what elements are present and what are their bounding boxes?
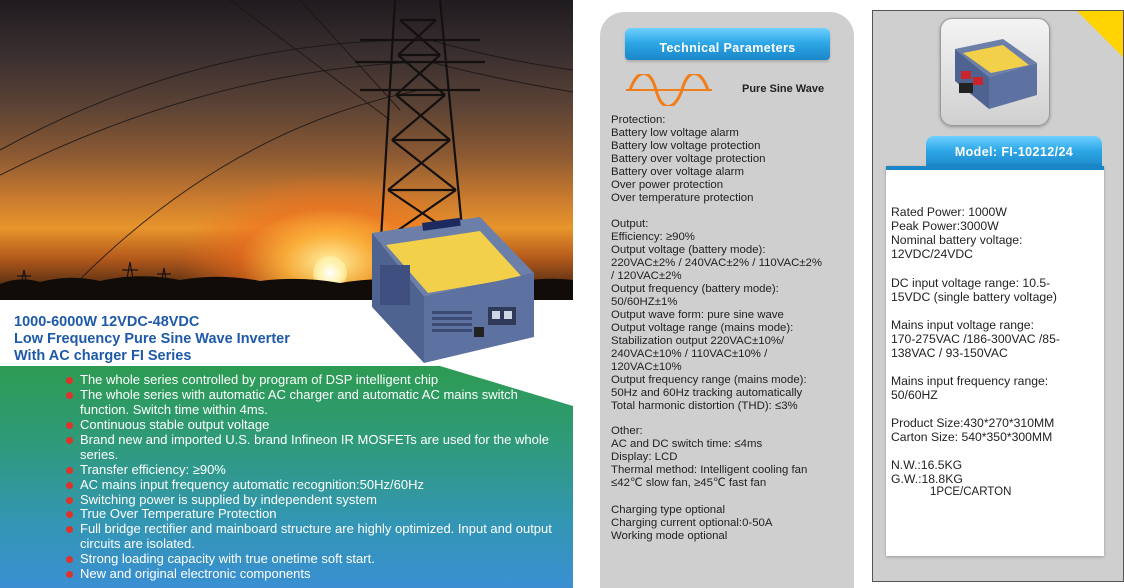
list-item bbox=[66, 388, 556, 418]
output-line: 120VAC±10% bbox=[611, 361, 682, 373]
feature-text: The whole series controlled by program of DSP intelligent chip bbox=[80, 372, 439, 387]
bullet-icon bbox=[66, 392, 73, 399]
spec-line: Mains input voltage range: bbox=[891, 318, 1034, 332]
list-item bbox=[66, 507, 556, 522]
other-line: Other: bbox=[611, 425, 643, 437]
feature-text: The whole series with automatic AC charger and automatic AC mains switch function. Switch time within 4ms. bbox=[80, 386, 518, 417]
inverter-thumbnail-image bbox=[941, 19, 1049, 125]
size-section bbox=[891, 416, 1054, 444]
output-line: 220VAC±2% / 240VAC±2% / 110VAC±2% bbox=[611, 257, 823, 269]
rated-power-section bbox=[891, 205, 1022, 261]
weight-section bbox=[891, 458, 963, 486]
spec-line: 50/60HZ bbox=[891, 388, 938, 402]
spec-line: Mains input frequency range: bbox=[891, 374, 1049, 388]
spec-line: 138VAC / 93-150VAC bbox=[891, 346, 1008, 360]
list-item bbox=[66, 522, 556, 552]
technical-parameters-tab: Technical Parameters bbox=[625, 28, 830, 60]
list-item bbox=[66, 418, 556, 433]
output-line: Output wave form: pure sine wave bbox=[611, 309, 784, 321]
optional-line: Charging current optional:0-50A bbox=[611, 517, 773, 529]
dc-input-section bbox=[891, 276, 1057, 304]
optional-line: Charging type optional bbox=[611, 504, 725, 516]
protection-line: Over temperature protection bbox=[611, 192, 754, 204]
feature-list bbox=[66, 373, 556, 582]
protection-line: Over power protection bbox=[611, 179, 724, 191]
feature-text: Transfer efficiency: ≥90% bbox=[80, 461, 226, 477]
output-line: 50Hz and 60Hz tracking automatically bbox=[611, 387, 803, 399]
output-line: Output frequency (battery mode): bbox=[611, 283, 779, 295]
output-line: Output voltage (battery mode): bbox=[611, 244, 766, 256]
feature-text: New and original electronic components bbox=[80, 566, 311, 582]
bullet-icon bbox=[66, 571, 73, 578]
list-item bbox=[66, 567, 556, 582]
protection-line: Battery over voltage protection bbox=[611, 153, 766, 165]
feature-text: Switching power is supplied by independent system bbox=[80, 491, 378, 507]
protection-line: Battery low voltage protection bbox=[611, 140, 761, 152]
pure-sine-wave-label: Pure Sine Wave bbox=[742, 83, 825, 95]
title-line-3: With AC charger FI Series bbox=[14, 348, 192, 364]
output-line: Efficiency: ≥90% bbox=[611, 231, 695, 243]
protection-line: Protection: bbox=[611, 114, 666, 126]
output-line: 50/60HZ±1% bbox=[611, 296, 678, 308]
other-line: ≤42℃ slow fan, ≥45℃ fast fan bbox=[611, 477, 767, 489]
list-item bbox=[66, 478, 556, 493]
spec-line: 12VDC/24VDC bbox=[891, 247, 973, 261]
spec-line: Rated Power: 1000W bbox=[891, 205, 1007, 219]
spec-line: G.W.:18.8KG bbox=[891, 472, 963, 486]
optional-line: Working mode optional bbox=[611, 530, 728, 542]
feature-text: Continuous stable output voltage bbox=[80, 416, 270, 432]
other-line: AC and DC switch time: ≤4ms bbox=[611, 438, 763, 450]
spec-line: 170-275VAC /186-300VAC /85- bbox=[891, 332, 1060, 346]
output-line: Output: bbox=[611, 218, 649, 230]
bullet-icon bbox=[66, 437, 73, 444]
other-section bbox=[611, 425, 846, 490]
model-tab: Model: FI-10212/24 bbox=[926, 136, 1102, 168]
product-title bbox=[14, 314, 290, 365]
spec-line: DC input voltage range: 10.5- bbox=[891, 276, 1051, 290]
list-item bbox=[66, 373, 556, 388]
bullet-icon bbox=[66, 377, 73, 384]
list-item bbox=[66, 433, 556, 463]
bullet-icon bbox=[66, 556, 73, 563]
feature-text: Brand new and imported U.S. brand Infineon IR MOSFETs are used for the whole series. bbox=[80, 431, 549, 462]
list-item bbox=[66, 552, 556, 567]
spec-line: Nominal battery voltage: bbox=[891, 233, 1023, 247]
list-item bbox=[66, 493, 556, 508]
inverter-product-image bbox=[362, 215, 542, 365]
mains-frequency-section bbox=[891, 374, 1048, 402]
output-line: Stabilization output 220VAC±10%/ bbox=[611, 335, 785, 347]
output-line: 240VAC±10% / 110VAC±10% / bbox=[611, 348, 768, 360]
bullet-icon bbox=[66, 497, 73, 504]
spec-line: Product Size:430*270*310MM bbox=[891, 416, 1055, 430]
output-section bbox=[611, 218, 846, 413]
other-line: Display: LCD bbox=[611, 451, 678, 463]
spec-line: Peak Power:3000W bbox=[891, 219, 999, 233]
spec-line: N.W.:16.5KG bbox=[891, 458, 963, 472]
spec-line: 15VDC (single battery voltage) bbox=[891, 290, 1057, 304]
list-item bbox=[66, 463, 556, 478]
optional-section bbox=[611, 504, 846, 543]
feature-text: Full bridge rectifier and mainboard structure are highly optimized. Input and output circuits are isolated. bbox=[80, 521, 552, 552]
sine-wave-icon bbox=[626, 74, 712, 106]
title-line-2: Low Frequency Pure Sine Wave Inverter bbox=[14, 331, 290, 347]
packing-label: 1PCE/CARTON bbox=[930, 486, 1012, 498]
protection-section bbox=[611, 114, 846, 205]
feature-text: AC mains input frequency automatic recognition:50Hz/60Hz bbox=[80, 476, 424, 492]
feature-text: Strong loading capacity with true onetime soft start. bbox=[80, 551, 375, 567]
mains-input-section bbox=[891, 318, 1060, 360]
protection-line: Battery over voltage alarm bbox=[611, 166, 744, 178]
bullet-icon bbox=[66, 526, 73, 533]
feature-text: True Over Temperature Protection bbox=[80, 506, 277, 522]
corner-accent bbox=[1077, 11, 1123, 57]
title-line-1: 1000-6000W 12VDC-48VDC bbox=[14, 314, 200, 330]
bullet-icon bbox=[66, 422, 73, 429]
output-line: Total harmonic distortion (THD): ≤3% bbox=[611, 400, 798, 412]
output-line: / 120VAC±2% bbox=[611, 270, 682, 282]
output-line: Output frequency range (mains mode): bbox=[611, 374, 807, 386]
bullet-icon bbox=[66, 467, 73, 474]
other-line: Thermal method: Intelligent cooling fan bbox=[611, 464, 808, 476]
output-line: Output voltage range (mains mode): bbox=[611, 322, 794, 334]
bullet-icon bbox=[66, 482, 73, 489]
product-thumbnail bbox=[940, 18, 1050, 126]
protection-line: Battery low voltage alarm bbox=[611, 127, 739, 139]
bullet-icon bbox=[66, 511, 73, 518]
spec-line: Carton Size: 540*350*300MM bbox=[891, 430, 1053, 444]
